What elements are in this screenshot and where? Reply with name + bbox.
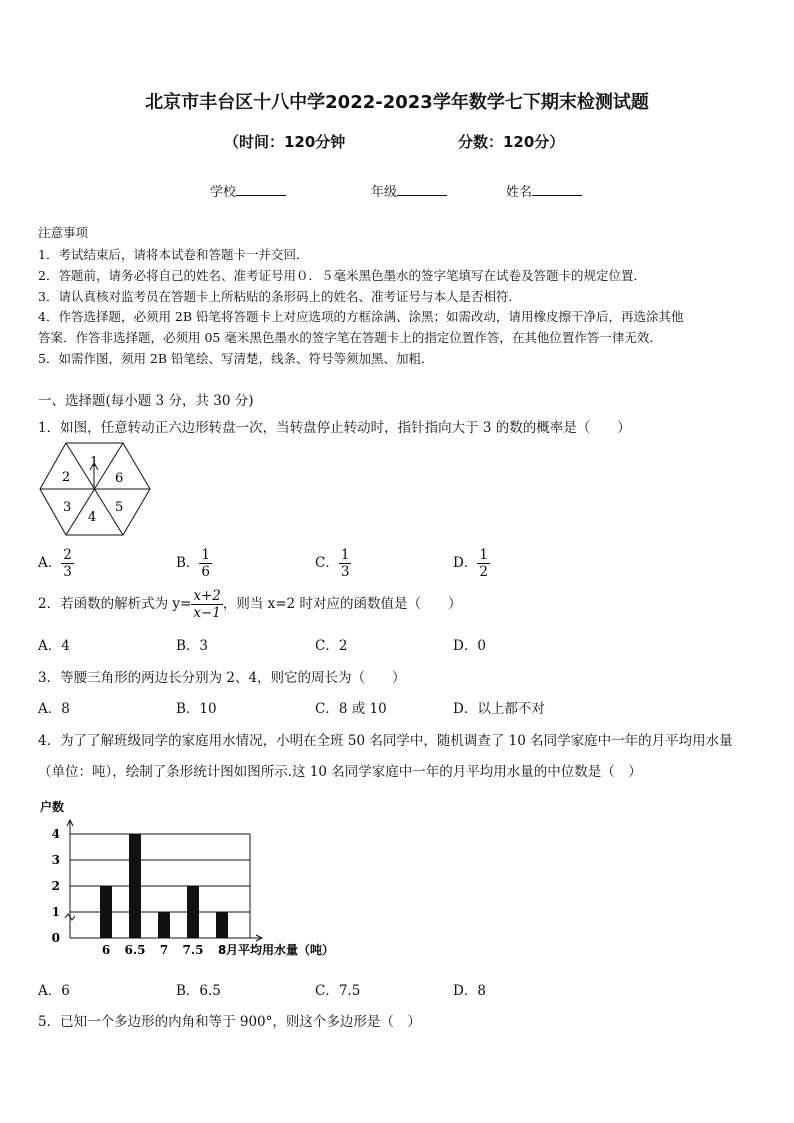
note-item: 1．考试结束后，请将本试卷和答题卡一并交回． [38, 247, 309, 262]
question-2-text: 2．若函数的解析式为 y= $\frac{x+2}{x-1}$ ，则当 x=2 时对应的函数值是（ ） [38, 588, 462, 621]
y-tick-label: 1 [51, 905, 60, 919]
y-axis-title: 户数 [40, 800, 65, 814]
q2-option-c: C．2 [315, 638, 348, 654]
question-4-line-1: 4．为了了解班级同学的家庭用水情况，小明在全班 50 名同学中，随机调查了 10 名同学家庭中一年的月平均用水量 [38, 733, 733, 749]
exam-score: 分数：120分） [458, 133, 565, 151]
q3-option-b: B．10 [176, 701, 217, 717]
q3-option-a: A．8 [38, 701, 70, 717]
school-label: 学校 [210, 185, 237, 200]
q4-option-d: D．8 [453, 983, 486, 999]
bar [158, 912, 170, 938]
y-tick-label: 2 [51, 879, 60, 893]
exam-title: 北京市丰台区十八中学2022-2023学年数学七下期末检测试题 [145, 92, 649, 113]
q3-option-c: C．8 或 10 [315, 701, 387, 717]
note-item: 4．作答选择题，必须用 2B 铅笔将答题卡上对应选项的方框涂满、涂黑；如需改动，请用橡皮擦干净后，再选涂其他 [38, 309, 684, 324]
question-1-text: 1．如图，任意转动正六边形转盘一次，当转盘停止转动时，指针指向大于 3 的数的概率是（ ） [38, 420, 631, 436]
hex-label-5: 5 [115, 500, 124, 515]
q2-option-a: A．4 [38, 638, 70, 654]
hexagon-spinner [38, 440, 152, 538]
bar [216, 912, 228, 938]
x-tick-label: 7.5 [182, 943, 204, 957]
q4-option-b: B．6.5 [176, 983, 221, 999]
y-tick-label: 4 [51, 827, 60, 841]
q1-option-b: B． $\frac{1}{6}$ [176, 547, 211, 580]
question-4-line-2: （单位：吨），绘制了条形统计图如图所示.这 10 名同学家庭中一年的月平均用水量的中位数是（ ） [38, 764, 642, 780]
q1-option-a: A． $\frac{2}{3}$ [38, 547, 72, 580]
x-tick-label: 6 [101, 943, 111, 957]
name-label: 姓名 [506, 185, 533, 200]
bar [129, 834, 141, 938]
q3-option-d: D．以上都不对 [453, 701, 545, 717]
bar-chart [30, 795, 360, 965]
grade-blank [397, 183, 447, 196]
hex-label-4: 4 [88, 510, 97, 525]
x-axis-title: 月平均用水量（吨） [226, 943, 335, 957]
q1-option-d: D． $\frac{1}{2}$ [453, 547, 488, 580]
school-blank [236, 183, 286, 196]
note-item: 答案．作答非选择题，必须用 05 毫米黑色墨水的签字笔在答题卡上的指定位置作答，在其他位置作答一律无效． [38, 330, 662, 345]
exam-time: （时间：120分钟 [224, 133, 346, 151]
y-tick-label: 0 [51, 931, 60, 945]
note-item: 2．答题前，请务必将自己的姓名、准考证号用０．５毫米黑色墨水的签字笔填写在试卷及答题卡的规定位置． [38, 268, 646, 283]
hex-label-1: 1 [90, 455, 99, 470]
note-item: 3．请认真核对监考员在答题卡上所粘贴的条形码上的姓名、准考证号与本人是否相符． [38, 289, 521, 304]
q4-option-a: A．6 [38, 983, 70, 999]
q2-option-b: B．3 [176, 638, 209, 654]
grade-label: 年级 [371, 185, 398, 200]
hex-label-6: 6 [115, 471, 124, 486]
x-tick-label: 7 [159, 943, 169, 957]
question-3-text: 3．等腰三角形的两边长分别为 2、4，则它的周长为（ ） [38, 670, 406, 686]
hex-label-2: 2 [62, 470, 71, 485]
x-tick-label: 6.5 [124, 943, 146, 957]
q1-option-c: C． $\frac{1}{3}$ [315, 547, 350, 580]
bar [187, 886, 199, 938]
name-field [506, 181, 582, 200]
q2-option-d: D．0 [453, 638, 486, 654]
x-tick-label: 8 [218, 943, 227, 957]
grade-field [371, 181, 447, 200]
notes-heading: 注意事项 [38, 225, 89, 240]
q4-option-c: C．7.5 [315, 983, 361, 999]
section-heading: 一、选择题(每小题 3 分，共 30 分) [38, 393, 254, 409]
name-blank [532, 183, 582, 196]
note-item: 5．如需作图，须用 2B 铅笔绘、写清楚，线条、符号等须加黑、加粗． [38, 351, 434, 366]
y-tick-label: 3 [51, 853, 60, 867]
hex-label-3: 3 [63, 500, 72, 515]
school-field [210, 181, 286, 200]
question-5-text: 5．已知一个多边形的内角和等于 900°，则这个多边形是（ ） [38, 1014, 421, 1030]
bar [100, 886, 112, 938]
